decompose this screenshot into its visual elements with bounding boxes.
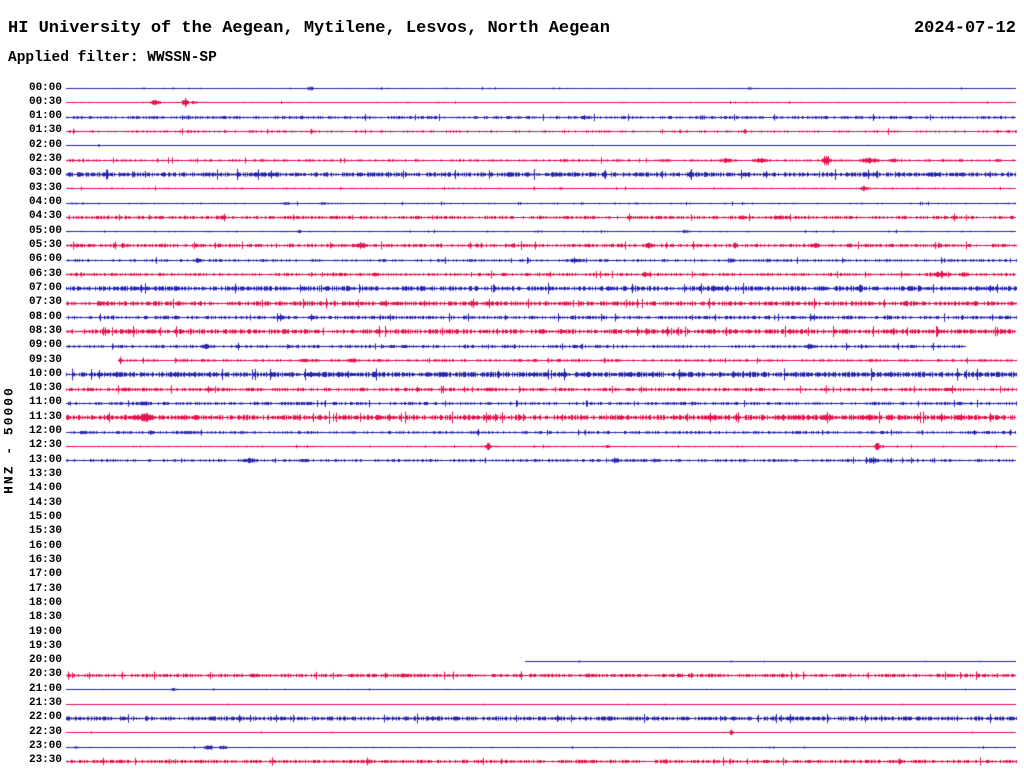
row-time-label: 23:00: [28, 740, 62, 753]
row-time-label: 21:30: [28, 697, 62, 710]
row-time-label: 16:00: [28, 539, 62, 552]
row-time-label: 06:30: [28, 267, 62, 280]
row-time-label: 18:00: [28, 596, 62, 609]
plot-date: 2024-07-12: [913, 19, 1016, 38]
row-time-label: 21:00: [28, 682, 62, 695]
row-time-label: 19:30: [28, 639, 62, 652]
row-time-label: 01:30: [28, 124, 62, 137]
row-time-label: 02:00: [28, 138, 62, 151]
row-time-label: 00:00: [28, 81, 62, 94]
row-time-label: 06:00: [28, 253, 62, 266]
row-time-label: 04:00: [28, 196, 62, 209]
row-time-label: 17:30: [28, 582, 62, 595]
row-time-label: 08:00: [28, 310, 62, 323]
row-time-label: 20:30: [28, 668, 62, 681]
row-time-label: 10:00: [28, 367, 62, 380]
row-time-label: 13:00: [28, 453, 62, 466]
station-title: HI University of the Aegean, Mytilene, Lesvos, North Aegean: [8, 19, 610, 38]
row-time-label: 14:30: [28, 496, 62, 509]
row-time-label: 13:30: [28, 468, 62, 481]
row-time-label: 18:30: [28, 611, 62, 624]
row-time-label: 11:00: [28, 396, 62, 409]
row-time-label: 12:30: [28, 439, 62, 452]
row-time-label: 08:30: [28, 324, 62, 337]
row-time-label: 17:00: [28, 568, 62, 581]
row-time-label: 03:30: [28, 181, 62, 194]
row-time-label: 15:00: [28, 511, 62, 523]
row-time-label: 01:00: [28, 110, 62, 123]
row-time-label: 11:30: [28, 410, 62, 423]
row-time-label: 05:00: [28, 224, 62, 237]
row-time-label: 02:30: [28, 153, 62, 166]
row-time-label: 09:30: [28, 353, 62, 366]
row-time-label: 04:30: [28, 210, 62, 223]
row-time-label: 07:00: [28, 281, 62, 294]
row-time-label: 07:30: [28, 296, 62, 309]
row-time-label: 15:30: [28, 525, 62, 538]
filter-label: Applied filter: WWSSN-SP: [8, 50, 217, 66]
row-time-label: 09:00: [28, 339, 62, 352]
row-time-label: 22:00: [28, 711, 62, 724]
row-time-label: 05:30: [28, 238, 62, 251]
row-time-label: 00:30: [28, 95, 62, 108]
row-time-label: 19:00: [28, 625, 62, 638]
row-time-label: 12:00: [28, 425, 62, 438]
row-time-label: 20:00: [28, 654, 62, 667]
row-time-label: 16:30: [28, 553, 62, 566]
row-time-label: 14:00: [28, 482, 62, 495]
row-time-label: 23:30: [28, 754, 62, 767]
channel-scale-label: HNZ - 50000: [1, 386, 17, 494]
row-time-label: 03:00: [28, 167, 62, 180]
row-time-label: 10:30: [28, 382, 62, 395]
row-time-label: 22:30: [28, 725, 62, 738]
